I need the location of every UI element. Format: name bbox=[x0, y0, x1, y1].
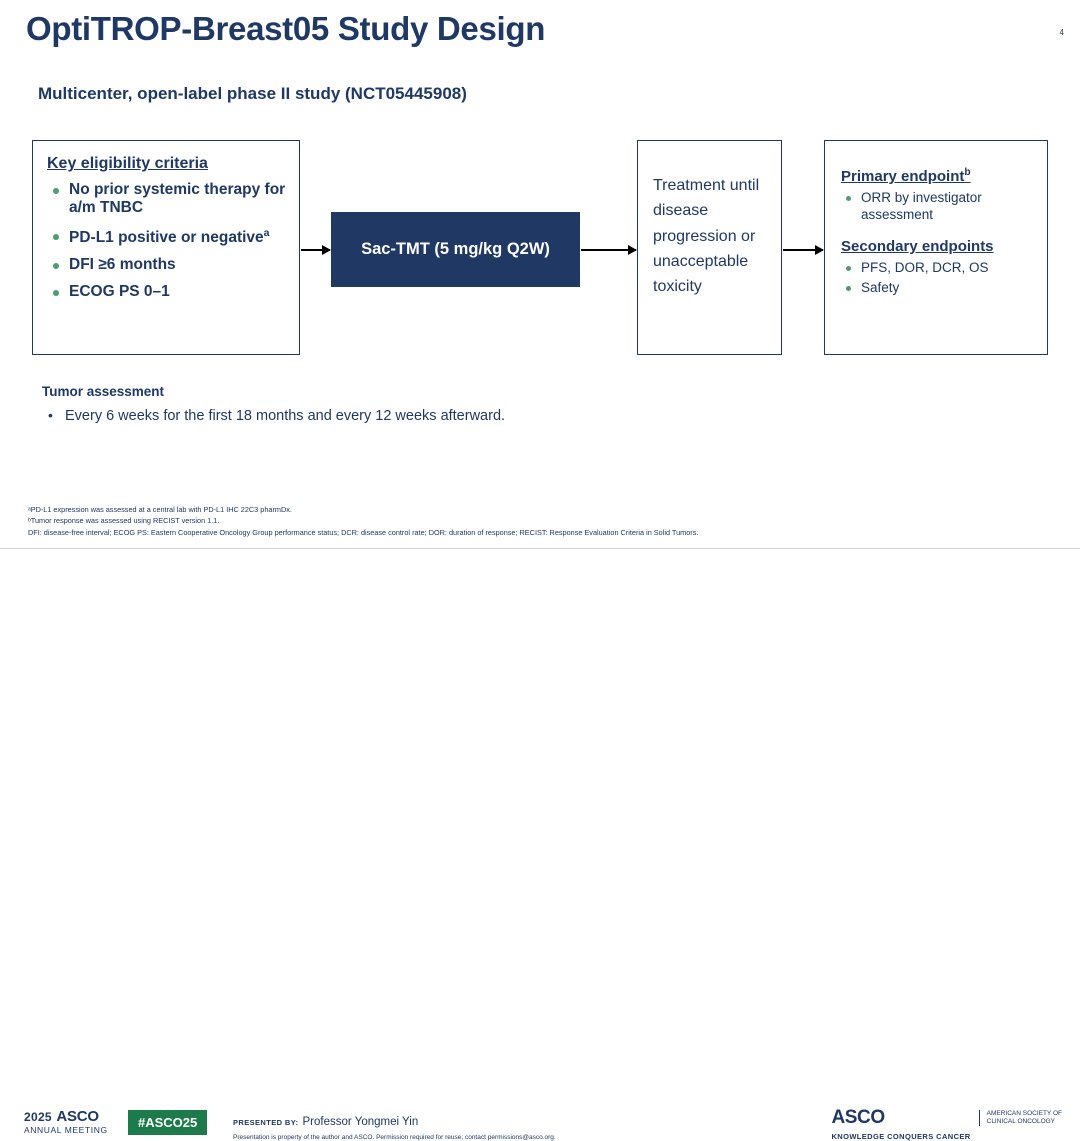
eligibility-list bbox=[47, 181, 287, 302]
asco-annual-meeting-logo bbox=[24, 1109, 108, 1135]
arrow-right-icon bbox=[581, 249, 636, 251]
tumor-assessment-item: • Every 6 weeks for the first 18 months and every 12 weeks afterward. bbox=[48, 408, 505, 424]
footnote-line-1: ᵃPD-L1 expression was assessed at a central lab with PD-L1 IHC 22C3 pharmDx. bbox=[28, 505, 292, 514]
footer-asco-mark: ASCO bbox=[56, 1108, 99, 1125]
arrow-right-icon bbox=[301, 249, 330, 251]
footer-annual-meeting: ANNUAL MEETING bbox=[24, 1124, 108, 1135]
eligibility-item-3: DFI ≥6 months bbox=[69, 256, 176, 273]
eligibility-criteria-box bbox=[32, 140, 300, 355]
asco-org-name bbox=[979, 1110, 1062, 1126]
eligibility-heading: Key eligibility criteria bbox=[47, 155, 208, 172]
eligibility-item-1: No prior systemic therapy for a/m TNBC bbox=[69, 181, 286, 217]
presented-by-label: PRESENTED BY: bbox=[233, 1118, 299, 1127]
list-item bbox=[841, 260, 1037, 277]
slide-number: 4 bbox=[1059, 28, 1064, 37]
tumor-assessment-heading: Tumor assessment bbox=[42, 384, 165, 399]
primary-endpoint-heading-text: Primary endpoint bbox=[841, 168, 965, 185]
treatment-duration-box bbox=[637, 140, 782, 355]
footnote-line-3: DFI: disease-free interval; ECOG PS: Eastern Cooperative Oncology Group performance status; DCR: disease control rate; DOR: duration of response; RECIST: Response Evaluation Criteria in Solid Tumors. bbox=[28, 527, 699, 537]
list-item bbox=[47, 181, 287, 218]
list-item bbox=[841, 280, 1037, 297]
footer-year: 2025 bbox=[24, 1110, 52, 1124]
secondary-endpoint-item-2: Safety bbox=[861, 279, 900, 295]
list-item bbox=[841, 190, 1037, 224]
primary-endpoint-heading bbox=[841, 167, 1037, 185]
secondary-endpoint-item-1: PFS, DOR, DCR, OS bbox=[861, 259, 989, 275]
permission-notice: Presentation is property of the author and ASCO. Permission required for reuse; contact permissions@asco.org. bbox=[233, 1134, 556, 1141]
eligibility-item-4: ECOG PS 0–1 bbox=[69, 283, 170, 301]
arrow-right-icon bbox=[783, 249, 823, 251]
list-item bbox=[47, 227, 287, 247]
asco-tagline: KNOWLEDGE CONQUERS CANCER bbox=[831, 1132, 971, 1141]
footnote-marker-b: b bbox=[964, 167, 971, 178]
eligibility-item-2: PD-L1 positive or negative bbox=[69, 228, 264, 246]
footnote-marker-a: a bbox=[263, 226, 270, 239]
asco-right-mark: ASCO bbox=[831, 1107, 885, 1128]
slide-footer bbox=[0, 549, 1080, 1141]
presented-by-block bbox=[233, 1112, 556, 1141]
list-item bbox=[47, 283, 287, 301]
hashtag-badge: #ASCO25 bbox=[128, 1110, 207, 1135]
page-subtitle: Multicenter, open-label phase II study (NCT05445908) bbox=[38, 84, 467, 103]
primary-endpoint-list bbox=[841, 190, 1037, 224]
secondary-endpoints-heading: Secondary endpoints bbox=[841, 237, 994, 255]
primary-endpoint-item-1: ORR by investigator assessment bbox=[861, 190, 982, 222]
treatment-arm-label: Sac-TMT (5 mg/kg Q2W) bbox=[361, 240, 550, 258]
secondary-endpoint-list bbox=[841, 260, 1037, 297]
asco-org-line-2: CLINICAL ONCOLOGY bbox=[986, 1118, 1056, 1126]
treatment-arm-box bbox=[331, 212, 580, 287]
list-item bbox=[47, 256, 287, 274]
treatment-duration-text: Treatment until disease progression or unacceptable toxicity bbox=[653, 177, 760, 296]
page-title: OptiTROP-Breast05 Study Design bbox=[26, 10, 546, 47]
endpoints-box bbox=[824, 140, 1048, 355]
footnote-line-2: ᵇTumor response was assessed using RECIST version 1.1. bbox=[28, 516, 220, 526]
footnotes bbox=[28, 504, 1028, 538]
asco-org-line-1: AMERICAN SOCIETY OF bbox=[986, 1110, 1062, 1117]
presenter-name: Professor Yongmei Yin bbox=[302, 1116, 419, 1128]
asco-society-logo bbox=[831, 1108, 1062, 1141]
